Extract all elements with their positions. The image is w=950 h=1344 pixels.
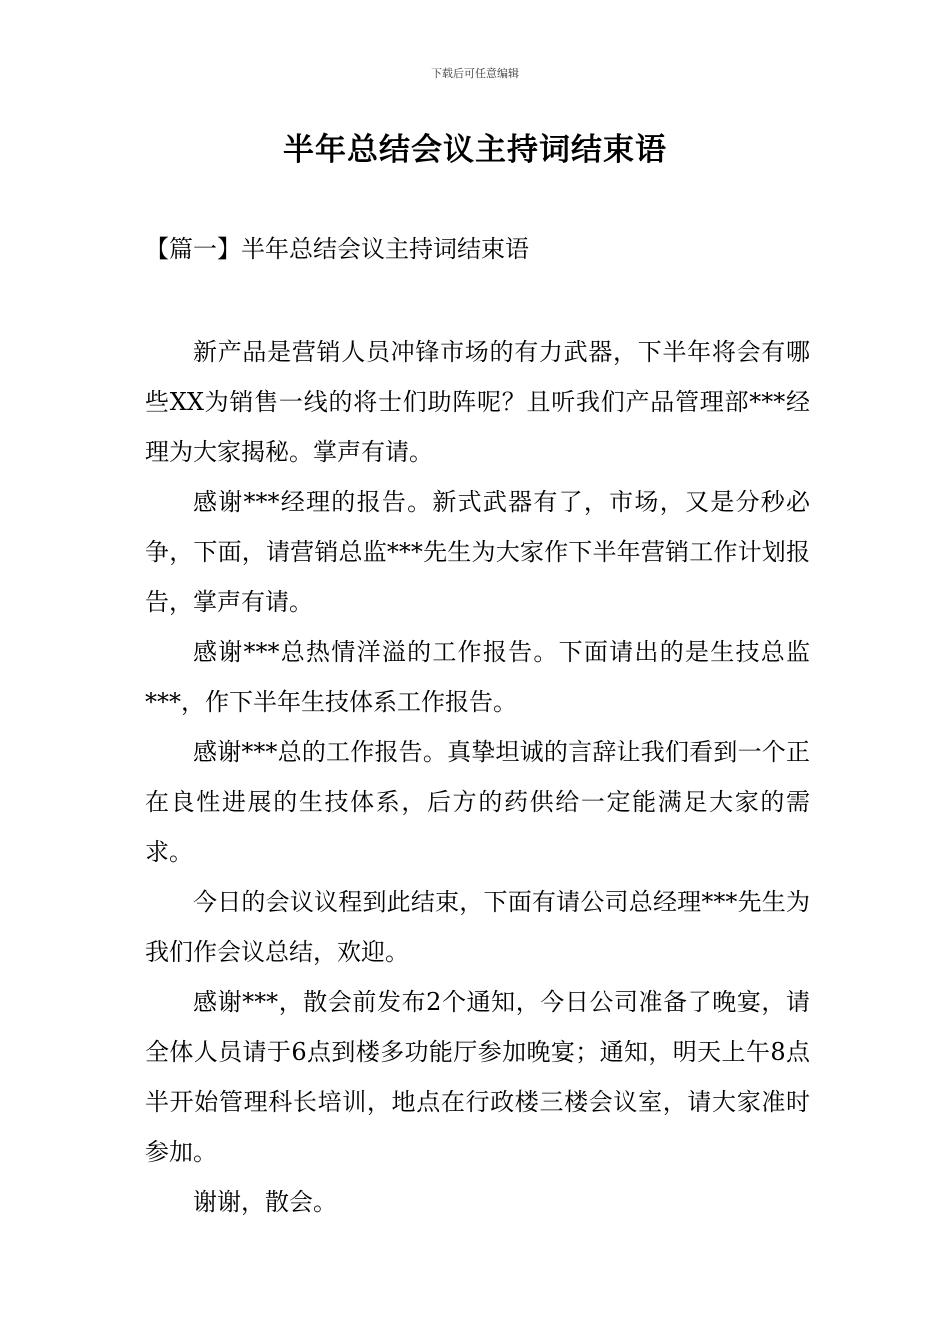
paragraph: 感谢***，散会前发布2个通知，今日公司准备了晚宴，请全体人员请于6点到楼多功能厅参加晚宴；通知，明天上午8点半开始管理科长培训，地点在行政楼三楼会议室，请大家准时参加。 <box>145 988 810 1166</box>
paragraph: 新产品是营销人员冲锋市场的有力武器，下半年将会有哪些XX为销售一线的将士们助阵呢？且听我们产品管理部***经理为大家揭秘。掌声有请。 <box>145 338 810 466</box>
paragraph: 感谢***总的工作报告。真挚坦诚的言辞让我们看到一个正在良性进展的生技体系，后方的药供给一定能满足大家的需求。 <box>145 738 810 866</box>
paragraph: 感谢***总热情洋溢的工作报告。下面请出的是生技总监***，作下半年生技体系工作报告。 <box>145 638 810 716</box>
document-title: 半年总结会议主持词结束语 <box>283 132 667 168</box>
header-note: 下载后可任意编辑 <box>431 67 519 80</box>
section-heading: 【篇一】半年总结会议主持词结束语 <box>145 235 529 263</box>
paragraph: 感谢***经理的报告。新式武器有了，市场，又是分秒必争，下面，请营销总监***先生为大家作下半年营销工作计划报告，掌声有请。 <box>145 488 810 616</box>
document-body <box>145 327 810 1227</box>
paragraph: 今日的会议议程到此结束，下面有请公司总经理***先生为我们作会议总结，欢迎。 <box>145 888 810 966</box>
paragraph: 谢谢，散会。 <box>193 1188 337 1216</box>
